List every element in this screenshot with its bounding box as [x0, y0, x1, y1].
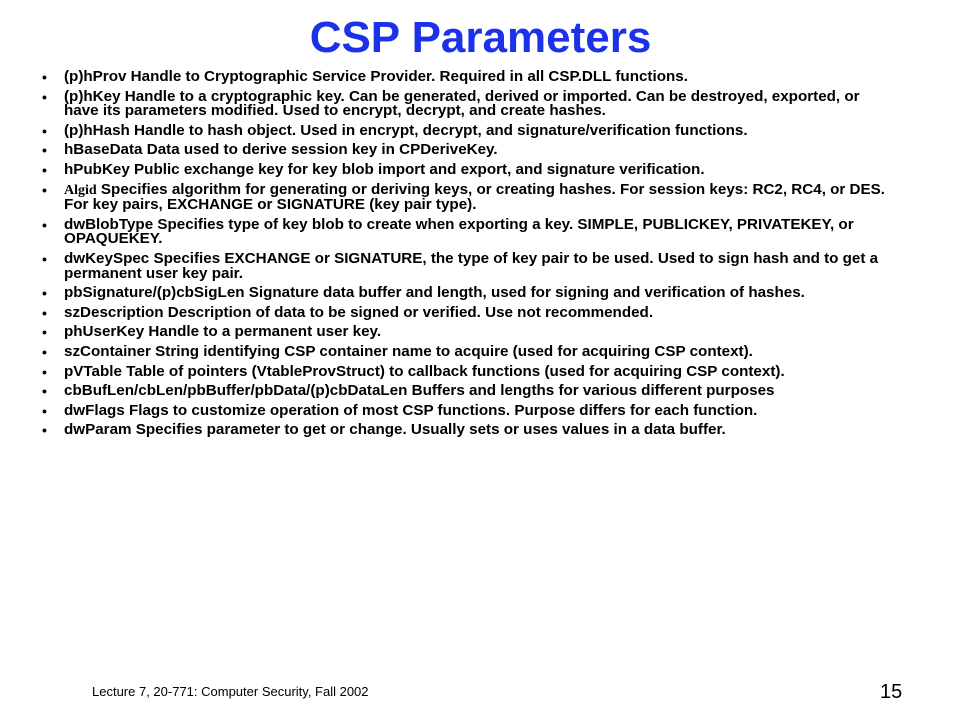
- bullet-item: [40, 384, 895, 399]
- bullet-item: [40, 362, 895, 380]
- bullet-list: [40, 70, 895, 443]
- bullet-item: [40, 342, 895, 360]
- bullet-text: dwKeySpec Specifies EXCHANGE or SIGNATURE, the type of key pair to be used. Used to sign hash and to get a permanent user key pair.: [64, 249, 879, 282]
- bullet-item: [40, 215, 895, 248]
- page-number: 15: [880, 681, 903, 703]
- bullet-item: [40, 423, 895, 438]
- bullet-text: (p)hHash Handle to hash object. Used in encrypt, decrypt, and signature/verification functions.: [64, 121, 748, 139]
- bullet-dot-icon: •: [42, 402, 47, 419]
- bullet-dot-icon: •: [42, 181, 47, 198]
- bullet-dot-icon: •: [42, 88, 47, 105]
- bullet-text: dwBlobType Specifies type of key blob to create when exporting a key. SIMPLE, PUBLICKEY, PRIVATEKEY, or OPAQUEKEY.: [64, 215, 854, 248]
- bullet-item: [40, 286, 895, 301]
- bullet-text: hPubKey Public exchange key for key blob import and export, and signature verification.: [64, 160, 705, 178]
- bullet-text: Specifies algorithm for generating or deriving keys, or creating hashes. For session keys: RC2, RC4, or DES. For key pairs, EXCHANGE or SIGNATURE (key pair type).: [64, 180, 885, 214]
- bullet-text: szDescription Description of data to be signed or verified. Use not recommended.: [64, 303, 654, 321]
- bullet-item: [40, 401, 895, 419]
- bullet-item: [40, 249, 895, 282]
- bullet-item: [40, 70, 895, 85]
- bullet-item: [40, 160, 895, 178]
- bullet-text: cbBufLen/cbLen/pbBuffer/pbData/(p)cbDataLen Buffers and lengths for various different purposes: [64, 382, 775, 400]
- bullet-item: [40, 303, 895, 321]
- bullet-dot-icon: •: [42, 122, 47, 139]
- slide-title: CSP Parameters: [309, 13, 652, 62]
- bullet-item: [40, 121, 895, 139]
- bullet-text: dwParam Specifies parameter to get or change. Usually sets or uses values in a data buffer.: [64, 421, 726, 439]
- bullet-dot-icon: •: [42, 216, 47, 233]
- bullet-dot-icon: •: [42, 383, 47, 400]
- bullet-text: szContainer String identifying CSP container name to acquire (used for acquiring CSP context).: [64, 342, 753, 360]
- bullet-text: pVTable Table of pointers (VtableProvStruct) to callback functions (used for acquiring CSP context).: [64, 362, 785, 380]
- bullet-dot-icon: •: [42, 69, 47, 85]
- bullet-dot-icon: •: [42, 324, 47, 341]
- bullet-dot-icon: •: [42, 285, 47, 302]
- bullet-text: hBaseData Data used to derive session key in CPDeriveKey.: [64, 141, 498, 159]
- bullet-text: dwFlags Flags to customize operation of most CSP functions. Purpose differs for each function.: [64, 401, 758, 419]
- bullet-dot-icon: •: [42, 343, 47, 360]
- bullet-text: pbSignature/(p)cbSigLen Signature data buffer and length, used for signing and verification of hashes.: [64, 284, 805, 302]
- bullet-dot-icon: •: [42, 363, 47, 380]
- bullet-item: [40, 180, 895, 214]
- bullet-lead-term: Algid: [64, 182, 97, 198]
- bullet-dot-icon: •: [42, 161, 47, 178]
- bullet-text: (p)hKey Handle to a cryptographic key. Can be generated, derived or imported. Can be destroyed, exported, or have its parameters modified. Used to encrypt, decrypt, and create hashes.: [64, 87, 860, 120]
- bullet-dot-icon: •: [42, 250, 47, 267]
- bullet-item: [40, 143, 895, 158]
- bullet-dot-icon: •: [42, 142, 47, 159]
- bullet-text: phUserKey Handle to a permanent user key.: [64, 323, 382, 341]
- bullet-dot-icon: •: [42, 304, 47, 321]
- bullet-dot-icon: •: [42, 422, 47, 439]
- bullet-text: (p)hProv Handle to Cryptographic Service Provider. Required in all CSP.DLL functions.: [64, 68, 688, 85]
- slide-footer: Lecture 7, 20-771: Computer Security, Fall 2002: [92, 684, 369, 699]
- bullet-item: [40, 87, 895, 120]
- bullet-item: [40, 325, 895, 340]
